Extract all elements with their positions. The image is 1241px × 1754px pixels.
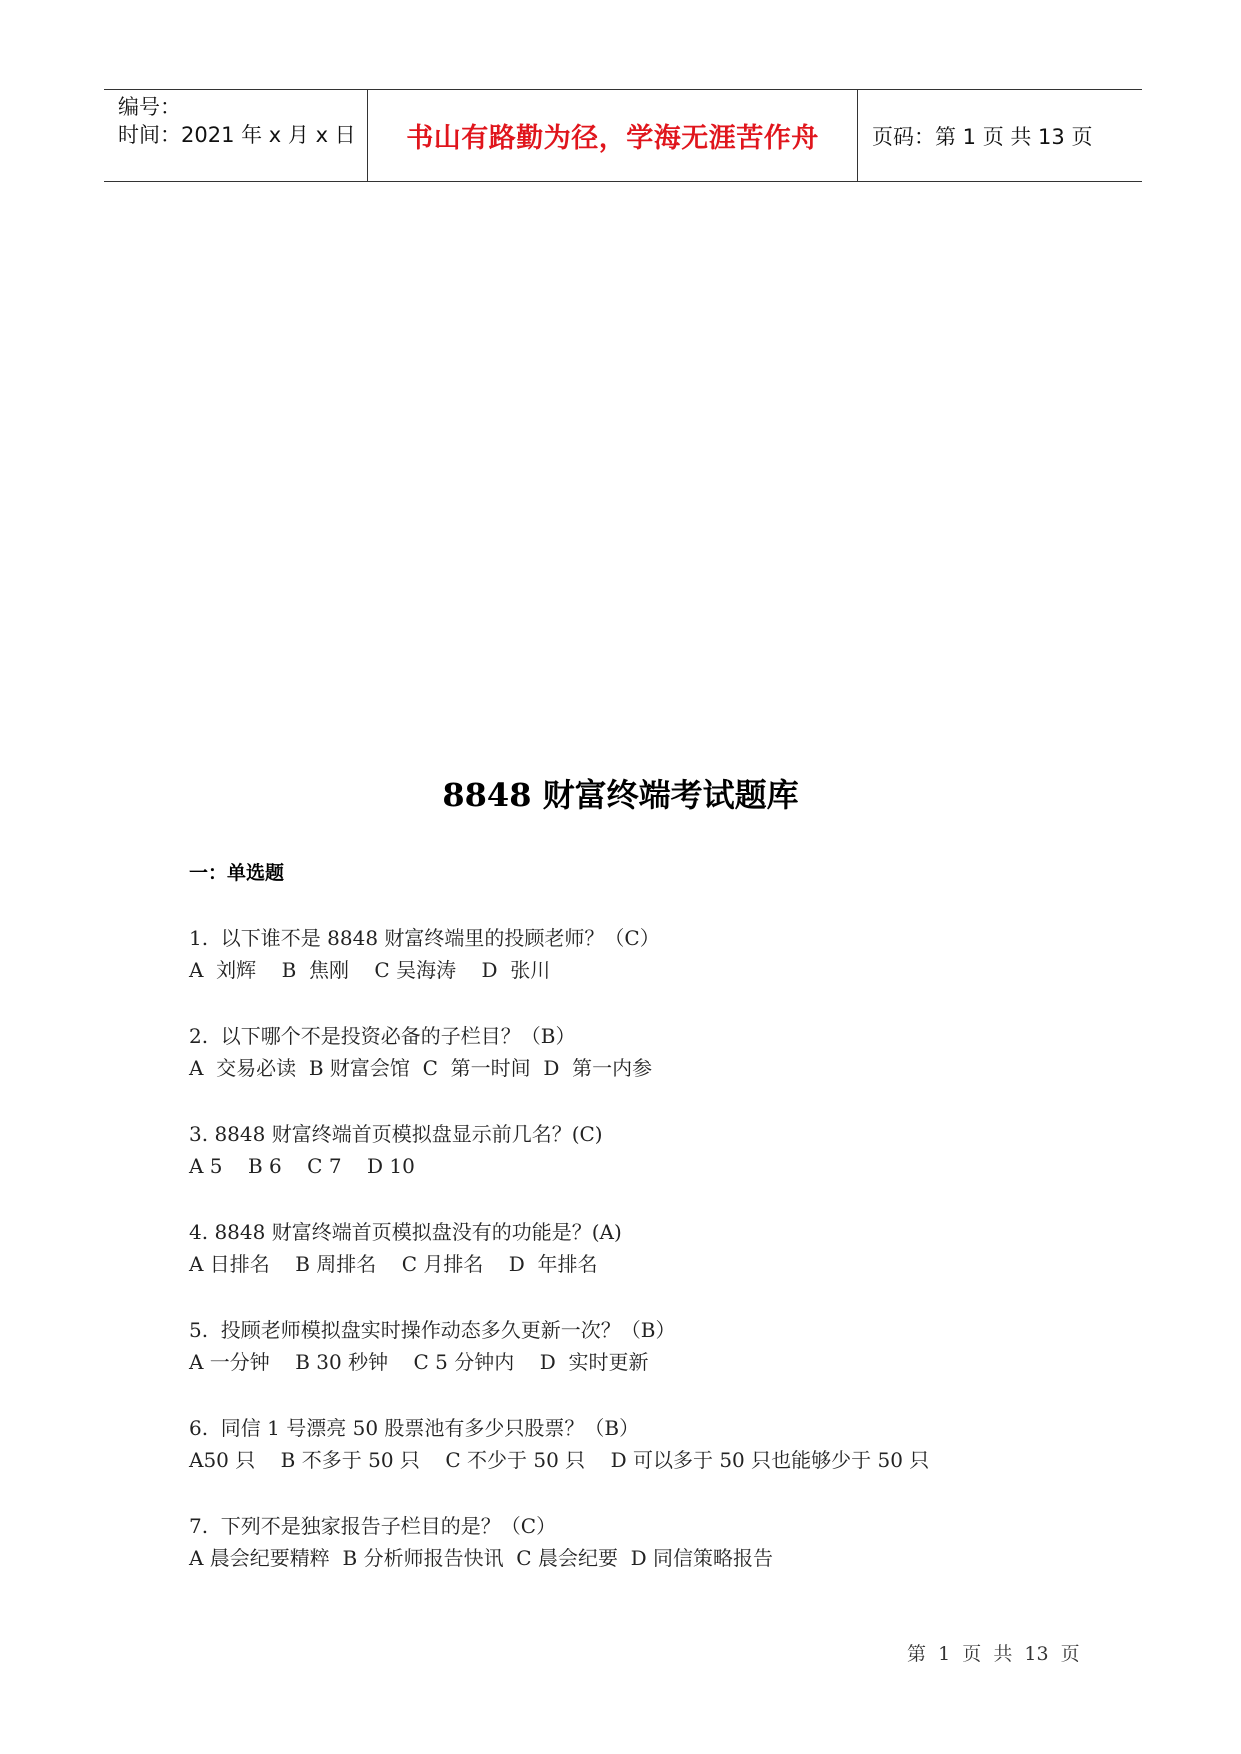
question-options: A 晨会纪要精粹 B 分析师报告快讯 C 晨会纪要 D 同信策略报告	[189, 1546, 774, 1570]
number-label: 编号：	[118, 95, 181, 119]
question-item	[189, 1510, 1169, 1608]
question-options: A 刘辉 B 焦刚 C 吴海涛 D 张川	[189, 958, 551, 982]
page-info: 页码：第 1 页 共 13 页	[872, 124, 1093, 149]
question-list	[189, 922, 1169, 1608]
question-options: A 5 B 6 C 7 D 10	[189, 1154, 415, 1178]
question-text: 3. 8848 财富终端首页模拟盘显示前几名？(C)	[189, 1122, 603, 1146]
question-options: A 交易必读 B 财富会馆 C 第一时间 D 第一内参	[189, 1056, 653, 1080]
question-item	[189, 1412, 1169, 1510]
question-options: A 日排名 B 周排名 C 月排名 D 年排名	[189, 1252, 598, 1276]
question-item	[189, 922, 1169, 1020]
question-item	[189, 1118, 1169, 1216]
question-item	[189, 1020, 1169, 1118]
question-options: A 一分钟 B 30 秒钟 C 5 分钟内 D 实时更新	[189, 1350, 649, 1374]
question-text: 7. 下列不是独家报告子栏目的是？（C）	[189, 1514, 557, 1538]
header-motto-cell	[368, 90, 858, 181]
header-meta-cell	[104, 90, 368, 181]
document-title: 8848 财富终端考试题库	[442, 776, 799, 814]
question-options: A50 只 B 不多于 50 只 C 不少于 50 只 D 可以多于 50 只也能够少于 50 只	[189, 1448, 930, 1472]
document-header	[104, 89, 1142, 182]
header-page-cell	[858, 90, 1142, 181]
question-text: 1. 以下谁不是 8848 财富终端里的投顾老师？（C）	[189, 926, 660, 950]
question-text: 4. 8848 财富终端首页模拟盘没有的功能是？(A)	[189, 1220, 622, 1244]
question-text: 2. 以下哪个不是投资必备的子栏目？（B）	[189, 1024, 576, 1048]
question-text: 6. 同信 1 号漂亮 50 股票池有多少只股票？（B）	[189, 1416, 640, 1440]
time-label: 时间：2021 年 x 月 x 日	[118, 123, 356, 147]
page-footer: 第 1 页 共 13 页	[907, 1643, 1080, 1665]
section-heading: 一：单选题	[189, 862, 285, 884]
question-item	[189, 1216, 1169, 1314]
motto: 书山有路勤为径，学海无涯苦作舟	[406, 123, 819, 154]
question-item	[189, 1314, 1169, 1412]
question-text: 5. 投顾老师模拟盘实时操作动态多久更新一次？（B）	[189, 1318, 676, 1342]
